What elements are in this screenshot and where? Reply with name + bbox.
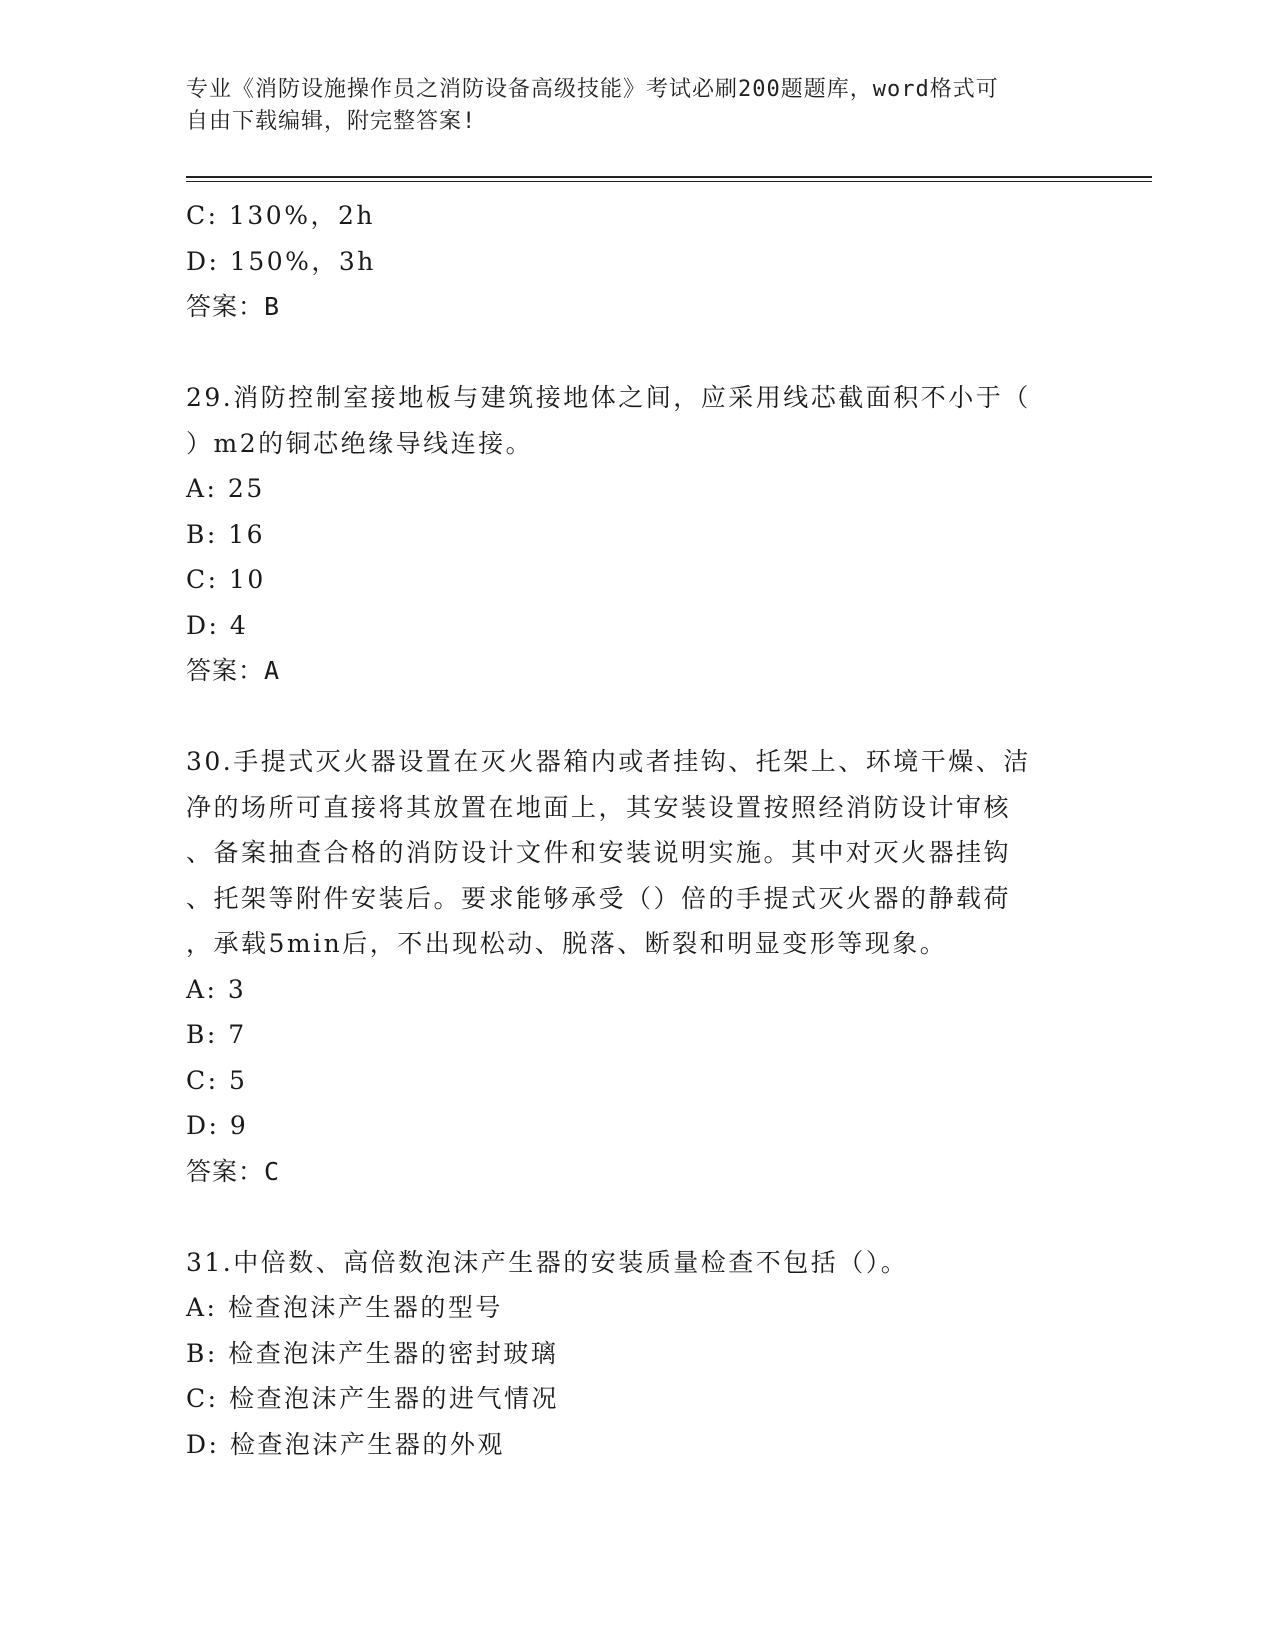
- option-b: B: 16: [186, 519, 266, 549]
- option-c: C: 130%，2h: [186, 201, 375, 230]
- option-b: B: 7: [186, 1020, 247, 1049]
- question-29: [186, 375, 1086, 694]
- option-d: D: 9: [186, 1111, 249, 1140]
- page-header: [186, 74, 1066, 138]
- header-divider-thin: [186, 181, 1152, 182]
- option-c: C: 5: [186, 1065, 248, 1095]
- header-line-2: 自由下载编辑，附完整答案!: [186, 109, 477, 134]
- option-c: C: 检查泡沫产生器的进气情况: [186, 1384, 559, 1413]
- question-stem-line: 净的场所可直接将其放置在地面上，其安装设置按照经消防设计审核: [186, 792, 1012, 822]
- question-content: [186, 193, 1086, 1467]
- question-stem-line: ）m2的铜芯绝缘导线连接。: [186, 428, 534, 458]
- header-divider-thick: [186, 176, 1152, 178]
- prev-question-block: [186, 193, 1086, 330]
- question-30: [186, 739, 1086, 1194]
- answer-line: 答案：C: [186, 1156, 281, 1186]
- answer-line: 答案：B: [186, 292, 281, 321]
- option-d: D: 150%，3h: [186, 246, 376, 276]
- question-stem-line: 29.消防控制室接地板与建筑接地体之间，应采用线芯截面积不小于（: [186, 383, 1031, 412]
- option-a: A: 25: [186, 474, 265, 503]
- answer-line: 答案：A: [186, 656, 281, 685]
- question-stem-line: ，承载5min后，不出现松动、脱落、断裂和明显变形等现象。: [186, 929, 948, 958]
- question-stem-line: 、备案抽查合格的消防设计文件和安装说明实施。其中对灭火器挂钩: [186, 838, 1012, 867]
- question-stem-line: 、托架等附件安装后。要求能够承受（）倍的手提式灭火器的静载荷: [186, 883, 1012, 913]
- header-line-1: 专业《消防设施操作员之消防设备高级技能》考试必刷200题题库，word格式可: [186, 77, 999, 102]
- option-a: A: 检查泡沫产生器的型号: [186, 1293, 503, 1322]
- option-b: B: 检查泡沫产生器的密封玻璃: [186, 1338, 559, 1368]
- option-d: D: 4: [186, 610, 249, 640]
- question-stem-line: 31.中倍数、高倍数泡沫产生器的安装质量检查不包括（）。: [186, 1247, 909, 1277]
- option-a: A: 3: [186, 974, 247, 1004]
- question-31: [186, 1240, 1086, 1468]
- question-stem-line: 30.手提式灭火器设置在灭火器箱内或者挂钩、托架上、环境干燥、洁: [186, 747, 1031, 776]
- option-d: D: 检查泡沫产生器的外观: [186, 1429, 505, 1459]
- option-c: C: 10: [186, 565, 266, 594]
